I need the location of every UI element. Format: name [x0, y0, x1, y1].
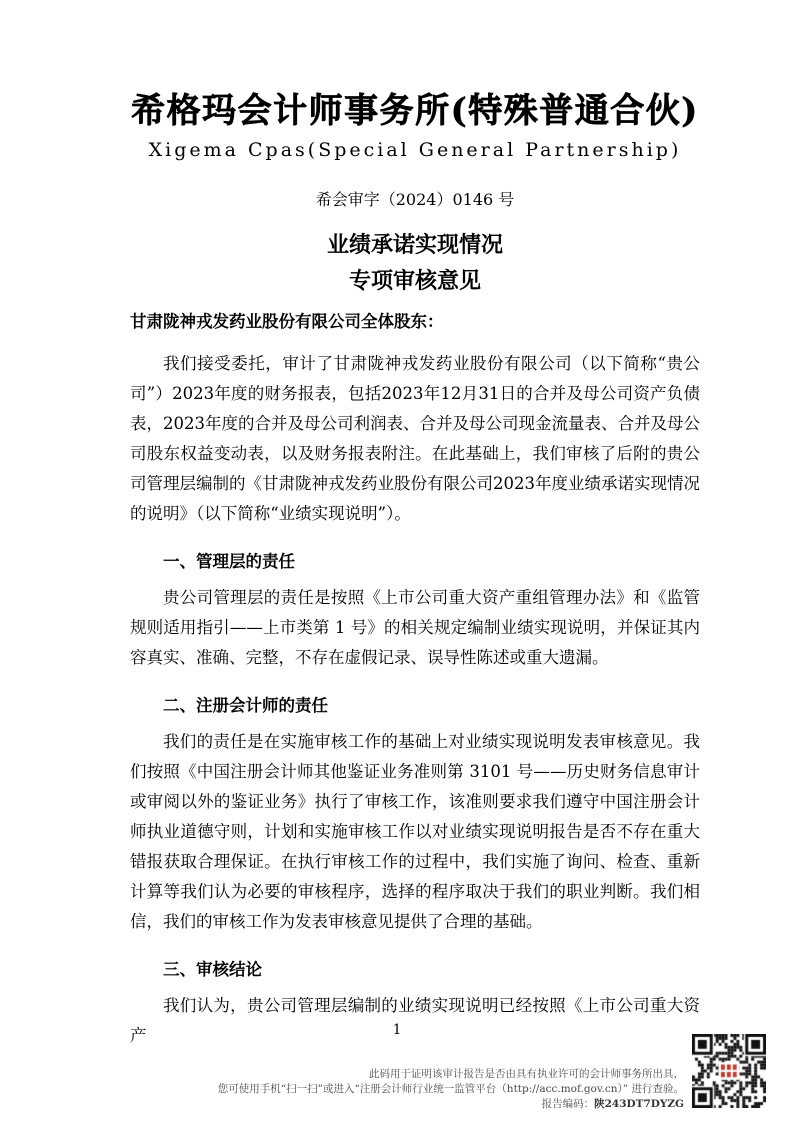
verification-note-line1: 此码用于证明该审计报告是否由具有执业许可的会计师事务所出具， [369, 1068, 684, 1080]
report-code-value: 陕243DT7DYZG [594, 1098, 684, 1110]
qr-code-icon [692, 1034, 766, 1108]
document-reference-number: 希会审字（2024）0146 号 [315, 190, 515, 209]
report-title-line2: 专项审核意见 [348, 268, 481, 294]
addressee-line: 甘肃陇神戎发药业股份有限公司全体股东： [130, 312, 444, 331]
section-2-paragraph: 我们的责任是在实施审核工作的基础上对业绩实现说明发表审核意见。我们按照《中国注册会计师其他鉴证业务准则第 3101 号——历史财务信息审计或审阅以外的鉴证业务》执行了审核工作，该准则要求我们遵守中国注册会计师执业道德守则，计划和实施审核工作以对业绩实现说明报告是否不存在重大错报获取合理保证。在执行审核工作的过程中，我们实施了询问、检查、重新计算等我们认为必要的审核程序，选择的程序取决于我们的职业判断。我们相信，我们的审核工作为发表审核意见提供了合理的基础。 [130, 732, 700, 931]
section-1-paragraph: 贵公司管理层的责任是按照《上市公司重大资产重组管理办法》和《监管规则适用指引——上市类第 1 号》的相关规定编制业绩实现说明，并保证其内容真实、准确、完整，不存在虚假记录、误导性陈述或重大遗漏。 [130, 588, 700, 667]
section-1-heading: 一、管理层的责任 [163, 552, 295, 571]
firm-name-english: Xigema Cpas(Special General Partnership) [148, 139, 682, 161]
qr-code-canvas [692, 1034, 766, 1108]
verification-note-line2: 您可使用手机“扫一扫”或进入“注册会计师行业统一监管平台（http://acc.mof.gov.cn）” 进行查验。 [217, 1083, 684, 1095]
report-code-line [214, 1097, 684, 1112]
report-code-label: 报告编码： [541, 1098, 595, 1110]
intro-paragraph: 我们接受委托，审计了甘肃陇神戎发药业股份有限公司（以下简称“贵公司”）2023年度的财务报表，包括2023年12月31日的合并及母公司资产负债表，2023年度的合并及母公司利润表、合并及母公司现金流量表、合并及母公司股东权益变动表，以及财务报表附注。在此基础上，我们审核了后附的贵公司管理层编制的《甘肃陇神戎发药业股份有限公司2023年度业绩承诺实现情况的说明》（以下简称“业绩实现说明”）。 [130, 354, 700, 523]
verification-note [214, 1067, 684, 1112]
firm-name-chinese: 希格玛会计师事务所(特殊普通合伙) [131, 91, 699, 131]
section-3-heading: 三、审核结论 [163, 960, 262, 979]
section-2-heading: 二、注册会计师的责任 [163, 696, 328, 715]
report-title-line1: 业绩承诺实现情况 [326, 232, 503, 258]
page-number: 1 [392, 1022, 402, 1038]
section-3-paragraph: 我们认为，贵公司管理层编制的业绩实现说明已经按照《上市公司重大资产 [130, 996, 700, 1045]
